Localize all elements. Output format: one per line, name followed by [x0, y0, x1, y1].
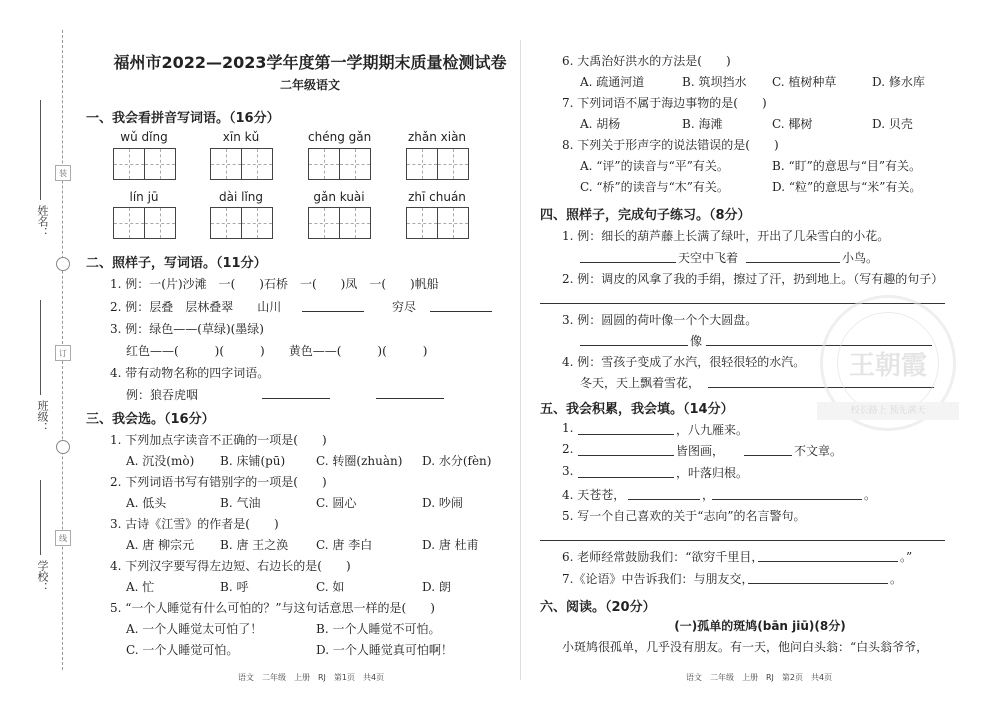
- s3-q2-opt-d[interactable]: D. 吵闹: [422, 496, 463, 510]
- s3-q7: 7. 下列词语不属于海边事物的是( ): [562, 96, 767, 110]
- section-1-title: 一、我会看拼音写词语。（16分）: [86, 111, 280, 126]
- s2-q2-mid: 穷尽: [392, 300, 417, 314]
- school-field[interactable]: [40, 480, 41, 555]
- binding-mark: 装: [55, 165, 71, 181]
- s5-q4-a: 4. 天苍苍，: [562, 488, 626, 502]
- s2-q1: 1. 例：一(片)沙滩 一( )石桥 一( )凤 一( )帆船: [110, 277, 439, 291]
- pinyin-label: zhǎn xiàn: [407, 130, 467, 144]
- s3-q8-opt-c[interactable]: C. “桥”的读音与“木”有关。: [580, 180, 729, 194]
- pinyin-label: zhī chuán: [408, 190, 466, 204]
- s2-q4: 4. 带有动物名称的四字词语。: [110, 366, 270, 380]
- binding-mark: 订: [55, 345, 71, 361]
- s2-q3-line: 红色——( )( ) 黄色——( )( ): [126, 344, 428, 358]
- page-divider: [520, 40, 521, 680]
- s3-q6-opt-d[interactable]: D. 修水库: [872, 75, 925, 89]
- writing-grid[interactable]: [308, 207, 370, 239]
- s2-q4-example: 例：狼吞虎咽: [126, 388, 199, 402]
- section-4-title: 四、照样子，完成句子练习。（8分）: [540, 208, 751, 223]
- s5-q1: ，八九雁来。: [676, 423, 749, 437]
- s2-q4-blank-2[interactable]: [376, 398, 444, 399]
- section-5-title: 五、我会积累，我会填。（14分）: [540, 402, 734, 417]
- s5-q1-blank[interactable]: [578, 434, 674, 435]
- name-field[interactable]: [40, 100, 41, 200]
- s3-q3-opt-d[interactable]: D. 唐 杜甫: [422, 538, 479, 552]
- page-title: 福州市2022—2023学年度第一学期期末质量检测试卷: [113, 53, 507, 72]
- writing-grid[interactable]: [113, 207, 175, 239]
- pinyin-label: lín jū: [129, 190, 159, 204]
- s2-q3: 3. 例：绿色——(草绿)(墨绿): [110, 322, 264, 336]
- s5-q2-blank-1[interactable]: [578, 455, 674, 456]
- s5-q2-num: 2.: [562, 442, 574, 456]
- s5-q7: 7.《论语》中告诉我们：与朋友交，: [562, 572, 754, 586]
- s5-q5-answer-line[interactable]: [540, 540, 945, 541]
- s5-q2-blank-2[interactable]: [744, 455, 792, 456]
- s5-q7-end: 。: [890, 572, 903, 586]
- s5-q6-blank[interactable]: [758, 561, 898, 562]
- s3-q5: 5. “一个人睡觉有什么可怕的？”与这句话意思一样的是( ): [110, 601, 435, 615]
- s3-q5-opt-a[interactable]: A. 一个人睡觉太可怕了！: [126, 622, 263, 636]
- s5-q4-blank-1[interactable]: [628, 499, 700, 500]
- writing-grid[interactable]: [308, 148, 370, 180]
- s5-q1-num: 1.: [562, 421, 574, 435]
- s3-q4: 4. 下列汉字要写得左边短、右边长的是( ): [110, 559, 351, 573]
- s4-q1-b: 小鸟。: [842, 251, 879, 265]
- s5-q3: ，叶落归根。: [676, 466, 749, 480]
- s3-q7-opt-c[interactable]: C. 椰树: [772, 117, 813, 131]
- s5-q2-b: 不文章。: [794, 444, 843, 458]
- s3-q1-opt-d[interactable]: D. 水分(fèn): [422, 454, 492, 468]
- punch-hole: [56, 257, 70, 271]
- s3-q6-opt-b[interactable]: B. 筑坝挡水: [682, 75, 747, 89]
- s3-q3-opt-b[interactable]: B. 唐 王之涣: [220, 538, 289, 552]
- s5-q4-b: ，: [702, 488, 715, 502]
- writing-grid[interactable]: [406, 207, 468, 239]
- s3-q8: 8. 下列关于形声字的说法错误的是( ): [562, 138, 779, 152]
- s3-q2-opt-b[interactable]: B. 气油: [220, 496, 261, 510]
- s3-q5-opt-c[interactable]: C. 一个人睡觉可怕。: [126, 643, 239, 657]
- s2-q4-blank-1[interactable]: [262, 398, 330, 399]
- page-subtitle: 二年级语文: [279, 78, 340, 92]
- s5-q2-a: 皆图画，: [676, 444, 725, 458]
- punch-hole: [56, 440, 70, 454]
- pinyin-label: dài lǐng: [218, 190, 263, 204]
- s4-q3-a: 像: [690, 334, 703, 348]
- s3-q8-opt-b[interactable]: B. “盯”的意思与“目”有关。: [772, 159, 921, 173]
- s4-q3-blank-1[interactable]: [580, 345, 688, 346]
- school-label: 学校：: [36, 560, 49, 593]
- pinyin-label: gǎn kuài: [313, 190, 365, 204]
- name-label: 姓名：: [36, 205, 49, 238]
- footer-right: 语文 二年级 上册 RJ 第2页 共4页: [686, 673, 833, 682]
- stamp-ribbon: 校长路上 预先满天: [817, 402, 959, 420]
- s3-q5-opt-b[interactable]: B. 一个人睡觉不可怕。: [316, 622, 441, 636]
- s3-q6-opt-c[interactable]: C. 植树种草: [772, 75, 837, 89]
- section-6-title: 六、阅读。（20分）: [540, 600, 656, 615]
- s3-q8-opt-d[interactable]: D. “粒”的意思与“米”有关。: [772, 180, 922, 194]
- s4-q1: 1. 例：细长的葫芦藤上长满了绿叶，开出了几朵雪白的小花。: [562, 229, 890, 243]
- writing-grid[interactable]: [113, 148, 175, 180]
- s5-q6-end: 。”: [900, 550, 913, 564]
- stamp-text: 王朝霞: [837, 312, 939, 414]
- s3-q4-opt-a[interactable]: A. 忙: [126, 580, 155, 594]
- reading-title: (一)孤单的斑鸠(bān jiū)(8分): [674, 619, 846, 633]
- s4-q4: 4. 例：雪孩子变成了水汽，很轻很轻的水汽。: [562, 355, 806, 369]
- s3-q1-opt-b[interactable]: B. 床铺(pū): [220, 454, 286, 468]
- s5-q3-num: 3.: [562, 464, 574, 478]
- s3-q1-opt-a[interactable]: A. 沉没(mò): [126, 454, 195, 468]
- s3-q2: 2. 下列词语书写有错别字的一项是( ): [110, 475, 327, 489]
- s3-q2-opt-c[interactable]: C. 圆心: [316, 496, 357, 510]
- s5-q6: 6. 老师经常鼓励我们：“欲穷千里目，: [562, 550, 764, 564]
- s5-q7-blank[interactable]: [748, 583, 888, 584]
- class-label: 班级：: [36, 400, 49, 433]
- s4-q1-blank-1[interactable]: [580, 262, 676, 263]
- pinyin-label: xīn kǔ: [222, 130, 260, 144]
- s3-q3-opt-a[interactable]: A. 唐 柳宗元: [126, 538, 195, 552]
- s5-q4-c: 。: [864, 488, 877, 502]
- section-2-title: 二、照样子，写词语。（11分）: [86, 256, 267, 271]
- s3-q8-opt-a[interactable]: A. “评”的读音与“平”有关。: [580, 159, 729, 173]
- s5-q5: 5. 写一个自己喜欢的关于“志向”的名言警句。: [562, 509, 806, 523]
- s4-q1-blank-2[interactable]: [746, 262, 840, 263]
- s3-q3-opt-c[interactable]: C. 唐 李白: [316, 538, 373, 552]
- s4-q4-a: 冬天，天上飘着雪花，: [580, 376, 701, 390]
- class-field[interactable]: [40, 300, 41, 395]
- watermark-stamp: [820, 295, 956, 431]
- footer-left: 语文 二年级 上册 RJ 第1页 共4页: [238, 673, 385, 682]
- s2-q2-blank-1[interactable]: [302, 311, 364, 312]
- s3-q4-opt-d[interactable]: D. 朗: [422, 580, 451, 594]
- s5-q3-blank[interactable]: [578, 477, 674, 478]
- s2-q2-blank-2[interactable]: [430, 311, 492, 312]
- s3-q3: 3. 古诗《江雪》的作者是( ): [110, 517, 279, 531]
- pinyin-label: wǔ dǐng: [120, 130, 168, 144]
- writing-grid[interactable]: [210, 207, 272, 239]
- s3-q1: 1. 下列加点字读音不正确的一项是( ): [110, 433, 327, 447]
- s3-q5-opt-d[interactable]: D. 一个人睡觉真可怕啊！: [316, 643, 453, 657]
- s3-q2-opt-a[interactable]: A. 低头: [126, 496, 167, 510]
- s3-q7-opt-d[interactable]: D. 贝壳: [872, 117, 913, 131]
- s3-q7-opt-b[interactable]: B. 海滩: [682, 117, 723, 131]
- s3-q6: 6. 大禹治好洪水的方法是( ): [562, 54, 731, 68]
- binding-strip: [0, 0, 80, 708]
- s3-q1-opt-c[interactable]: C. 转圈(zhuàn): [316, 454, 403, 468]
- writing-grid[interactable]: [210, 148, 272, 180]
- section-3-title: 三、我会选。（16分）: [86, 412, 215, 427]
- s3-q7-opt-a[interactable]: A. 胡杨: [580, 117, 621, 131]
- reading-text: 小斑鸠很孤单，几乎没有朋友。有一天，他问白头翁：“白头翁爷爷，: [562, 640, 929, 654]
- pinyin-label: chéng gǎn: [308, 130, 372, 144]
- s4-q3: 3. 例：圆圆的荷叶像一个个大圆盘。: [562, 313, 758, 327]
- writing-grid[interactable]: [406, 148, 468, 180]
- s3-q6-opt-a[interactable]: A. 疏通河道: [580, 75, 645, 89]
- s2-q2: 2. 例：层叠 层林叠翠 山川: [110, 300, 282, 314]
- s4-q2: 2. 例：调皮的风拿了我的手绢，擦过了汗，扔到地上。（写有趣的句子）: [562, 272, 944, 286]
- s4-q1-a: 天空中飞着: [678, 251, 739, 265]
- s5-q4-blank-2[interactable]: [712, 499, 862, 500]
- s3-q4-opt-c[interactable]: C. 如: [316, 580, 345, 594]
- binding-mark: 线: [55, 530, 71, 546]
- s3-q4-opt-b[interactable]: B. 呼: [220, 580, 249, 594]
